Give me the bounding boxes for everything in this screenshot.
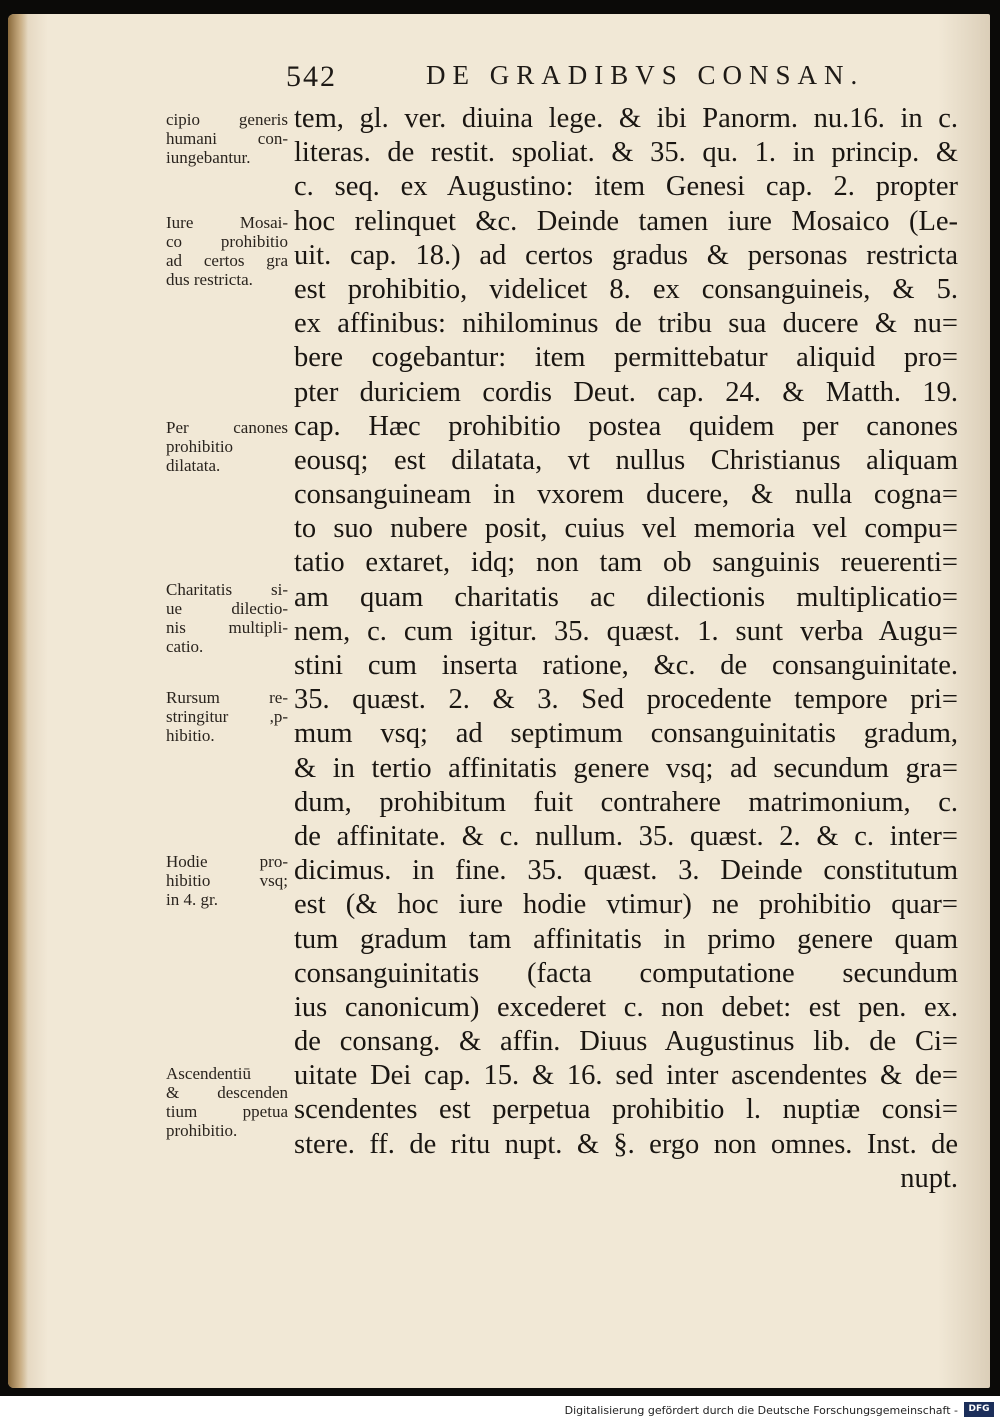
text-line: am quam charitatis ac dilectionis multiplicatio=: [294, 581, 958, 613]
text-line: consanguineam in vxorem ducere, & nulla cogna=: [294, 479, 958, 511]
text-line: eousq; est dilatata, vt nullus Christianus aliquam: [294, 444, 958, 476]
text-line: bere cogebantur: item permittebatur aliquid pro=: [294, 342, 958, 374]
margin-note-line: ad certos gra: [166, 251, 288, 270]
text-line: c. seq. ex Augustino: item Genesi cap. 2. propter: [294, 171, 958, 203]
footer-bar: [0, 1396, 1000, 1424]
margin-note-line: Ascendentiū: [166, 1064, 251, 1083]
margin-note-line: co prohibitio: [166, 232, 288, 251]
margin-note: [166, 110, 288, 167]
text-line: dum, prohibitum fuit contrahere matrimonium, c.: [294, 786, 958, 818]
text-line: cap. Hæc prohibitio postea quidem per canones: [294, 410, 958, 442]
margin-note-line: Hodie pro-: [166, 852, 288, 871]
margin-note-line: tium ppetua: [166, 1102, 288, 1121]
margin-note-line: dus restricta.: [166, 270, 253, 289]
page-number: 542: [286, 60, 337, 93]
text-line: de affinitate. & c. nullum. 35. quæst. 2. & c. inter=: [294, 820, 958, 852]
margin-note-line: humani con-: [166, 129, 288, 148]
text-line: nem, c. cum igitur. 35. quæst. 1. sunt verba Augu=: [294, 615, 958, 647]
text-line: stere. ff. de ritu nupt. & §. ergo non omnes. Inst. de: [294, 1128, 958, 1160]
margin-note: [166, 688, 288, 745]
text-line: de consang. & affin. Diuus Augustinus lib. de Ci=: [294, 1026, 958, 1058]
text-line: uitate Dei cap. 15. & 16. sed inter ascendentes & de=: [294, 1060, 958, 1092]
text-line: hoc relinquet &c. Deinde tamen iure Mosaico (Le-: [294, 205, 958, 237]
text-line: dicimus. in fine. 35. quæst. 3. Deinde constitutum: [294, 855, 958, 887]
text-line: uit. cap. 18.) ad certos gradus & personas restricta: [294, 239, 958, 271]
margin-note-line: hibitio vsq;: [166, 871, 288, 890]
text-line: mum vsq; ad septimum consanguinitatis gradum,: [294, 718, 958, 750]
text-line: nupt.: [900, 1162, 958, 1194]
margin-note-line: Rursum re-: [166, 688, 288, 707]
text-line: consanguinitatis (facta computatione secundum: [294, 957, 958, 989]
text-line: tatio extaret, idq; non tam ob sanguinis reuerenti=: [294, 547, 958, 579]
text-line: tum gradum tam affinitatis in primo genere quam: [294, 923, 958, 955]
margin-note-line: stringitur ,p-: [166, 707, 288, 726]
text-line: ex affinibus: nihilominus de tribu sua ducere & nu=: [294, 308, 958, 340]
text-line: & in tertio affinitatis genere vsq; ad secundum gra=: [294, 752, 958, 784]
text-line: stini cum inserta ratione, &c. de consanguinitate.: [294, 650, 958, 681]
margin-note-line: Per canones: [166, 418, 288, 437]
margin-note: [166, 852, 288, 909]
margin-note-line: prohibitio.: [166, 1121, 238, 1140]
main-text: [294, 102, 958, 1196]
margin-note: [166, 418, 288, 475]
margin-note-line: nis multipli-: [166, 618, 288, 637]
margin-note: [166, 1064, 288, 1140]
text-line: literas. de restit. spoliat. & 35. qu. 1. in princip. &: [294, 137, 958, 169]
margin-note: [166, 580, 288, 656]
margin-note-line: Charitatis si-: [166, 580, 288, 599]
margin-note-line: & descenden: [166, 1083, 288, 1102]
text-line: pter duriciem cordis Deut. cap. 24. & Matth. 19.: [294, 376, 958, 408]
text-line: to suo nubere posit, cuius vel memoria vel compu=: [294, 513, 958, 545]
text-line: tem, gl. ver. diuina lege. & ibi Panorm. nu.16. in c.: [294, 103, 958, 134]
margin-note-line: Iure Mosai-: [166, 213, 288, 232]
margin-note-line: hibitio.: [166, 726, 215, 745]
running-title: DE GRADIBVS CONSAN.: [426, 60, 865, 90]
text-line: ius canonicum) excederet c. non debet: est pen. ex.: [294, 991, 958, 1023]
margin-note-line: in 4. gr.: [166, 890, 218, 909]
dfg-logo-icon: DFG: [964, 1402, 994, 1417]
margin-note-line: cipio generis: [166, 110, 288, 129]
text-line: est prohibitio, videlicet 8. ex consanguineis, & 5.: [294, 273, 958, 305]
margin-note-line: prohibitio: [166, 437, 234, 456]
footer-credit: Digitalisierung gefördert durch die Deutsche Forschungsgemeinschaft -: [564, 1404, 958, 1417]
margin-note-line: dilatata.: [166, 456, 221, 475]
text-line: scendentes est perpetua prohibitio l. nuptiæ consi=: [294, 1094, 958, 1126]
margin-note: [166, 213, 288, 289]
margin-note-line: ue dilectio-: [166, 599, 288, 618]
margin-note-line: iungebantur.: [166, 148, 251, 167]
text-line: est (& hoc iure hodie vtimur) ne prohibitio quar=: [294, 889, 958, 921]
margin-note-line: catio.: [166, 637, 204, 656]
page-edge: [8, 14, 28, 1388]
text-line: 35. quæst. 2. & 3. Sed procedente tempore pri=: [294, 684, 958, 716]
